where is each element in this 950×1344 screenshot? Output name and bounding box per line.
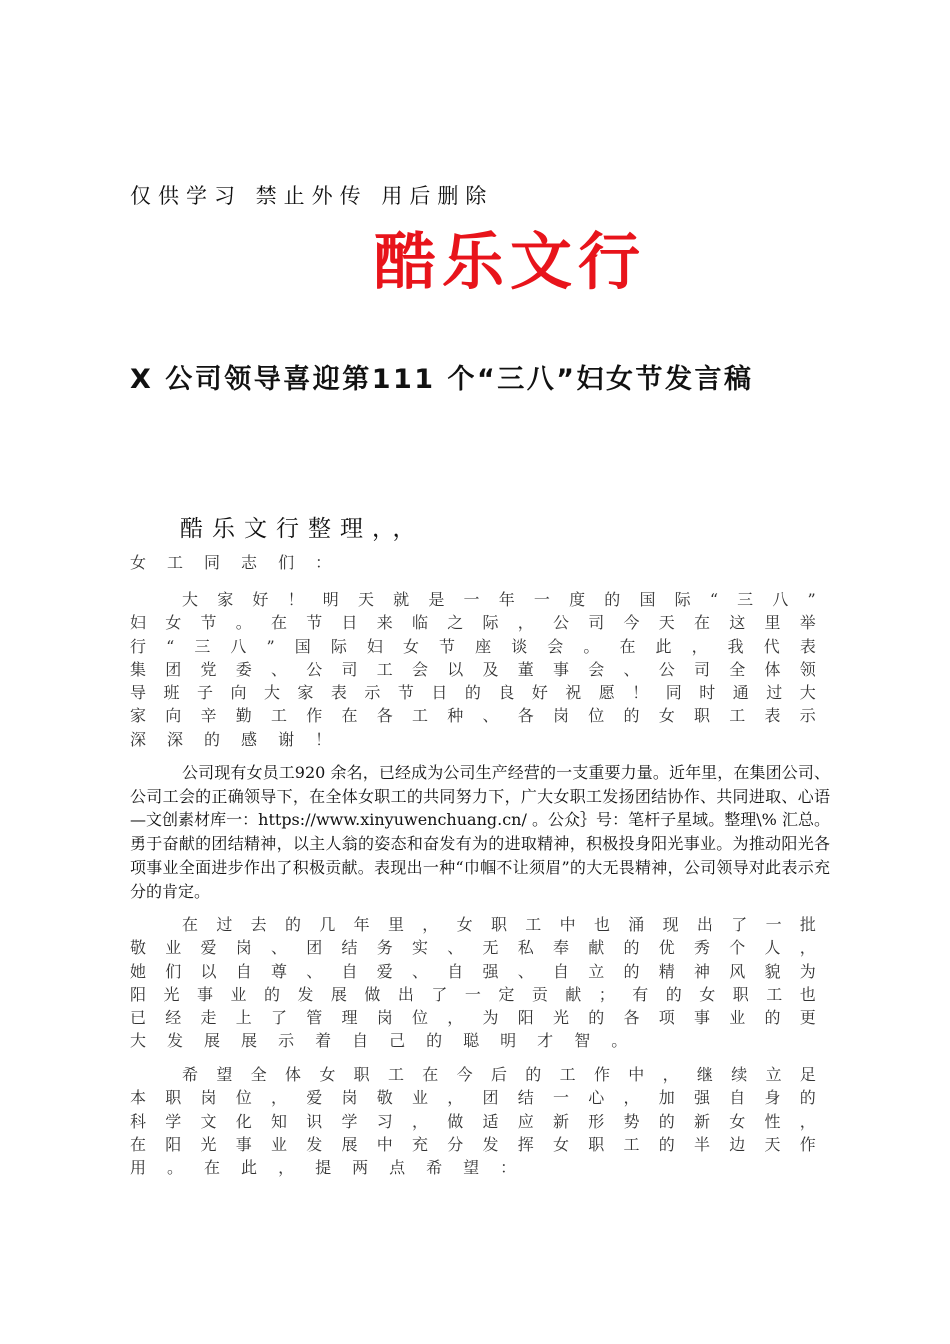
paragraph-line: 在 阳 光 事 业 发 展 中 充 分 发 挥 女 职 工 的 半 边 天 作 bbox=[130, 1134, 816, 1154]
paragraph-line: 导 班 子 向 大 家 表 示 节 日 的 良 好 祝 愿 ！ 同 时 通 过 大 bbox=[130, 683, 816, 703]
editor-line: 酷乐文行整理，， bbox=[180, 516, 425, 542]
usage-notice: 仅供学习 禁止外传 用后删除 bbox=[130, 184, 494, 208]
salutation bbox=[130, 551, 816, 574]
brand-title: 酷乐文行 bbox=[373, 225, 646, 298]
paragraph-greeting bbox=[130, 588, 816, 751]
paragraph-line: 家 向 辛 勤 工 作 在 各 工 种 、 各 岗 位 的 女 职 工 表 示 bbox=[130, 706, 816, 726]
paragraph-line: 科 学 文 化 知 识 学 习 ， 做 适 应 新 形 势 的 新 女 性 ， bbox=[130, 1111, 816, 1131]
paragraph-company-overview: 公司现有女员工920 余名，已经成为公司生产经营的一支重要力量。近年里，在集团公司、公司工会的正确领导下，在全体女职工的共同努力下，广大女职工发扬团结协作、共同进取、心语—文创素材库一：https://www.xinyuwenchuang.cn/ 。公众｝号：笔杆子星域。整理\% 汇总。勇于奋献的团结精神，以主人翁的姿态和奋发有为的进取精神，积极投身阳光事业。为推动阳光各项事业全面进步作出了积极贡献。表现出一种“巾帼不让须眉”的大无畏精神，公司领导对此表示充分的肯定。 bbox=[130, 763, 830, 901]
document-title: X 公司领导喜迎第111 个“三八”妇女节发言稿 bbox=[130, 364, 754, 395]
paragraph-line: 在 过 去 的 几 年 里 ， 女 职 工 中 也 涌 现 出 了 一 批 bbox=[182, 915, 816, 934]
paragraph-line: 阳 光 事 业 的 发 展 做 出 了 一 定 贡 献 ； 有 的 女 职 工 也 bbox=[130, 984, 816, 1004]
paragraph-line: 敬 业 爱 岗 、 团 结 务 实 、 无 私 奉 献 的 优 秀 个 人 ， bbox=[130, 938, 816, 958]
paragraph-line: 大 家 好 ！ 明 天 就 是 一 年 一 度 的 国 际 “ 三 八 ” bbox=[182, 590, 816, 609]
paragraph-line: 已 经 走 上 了 管 理 岗 位 ， 为 阳 光 的 各 项 事 业 的 更 bbox=[130, 1008, 816, 1028]
paragraph-line: 希 望 全 体 女 职 工 在 今 后 的 工 作 中 ， 继 续 立 足 bbox=[182, 1065, 816, 1084]
paragraph-line: 妇 女 节 。 在 节 日 来 临 之 际 ， 公 司 今 天 在 这 里 举 bbox=[130, 613, 816, 633]
paragraph-past-years bbox=[130, 913, 816, 1053]
paragraph-line: 深 深 的 感 谢 ！ bbox=[130, 729, 332, 749]
paragraph-line: 大 发 展 展 示 着 自 己 的 聪 明 才 智 。 bbox=[130, 1031, 628, 1051]
paragraph-line: 她 们 以 自 尊 、 自 爱 、 自 强 、 自 立 的 精 神 风 貌 为 bbox=[130, 961, 816, 981]
paragraph-line: 本 职 岗 位 ， 爱 岗 敬 业 ， 团 结 一 心 ， 加 强 自 身 的 bbox=[130, 1088, 816, 1108]
paragraph-line: 行 “ 三 八 ” 国 际 妇 女 节 座 谈 会 。 在 此 ， 我 代 表 bbox=[130, 636, 816, 656]
paragraph-hopes bbox=[130, 1063, 816, 1179]
paragraph-line: 集 团 党 委 、 公 司 工 会 以 及 董 事 会 、 公 司 全 体 领 bbox=[130, 659, 816, 679]
salutation-line: 女 工 同 志 们 ： bbox=[130, 553, 332, 572]
paragraph-line: 用 。 在 此 ， 提 两 点 希 望 ： bbox=[130, 1158, 517, 1178]
